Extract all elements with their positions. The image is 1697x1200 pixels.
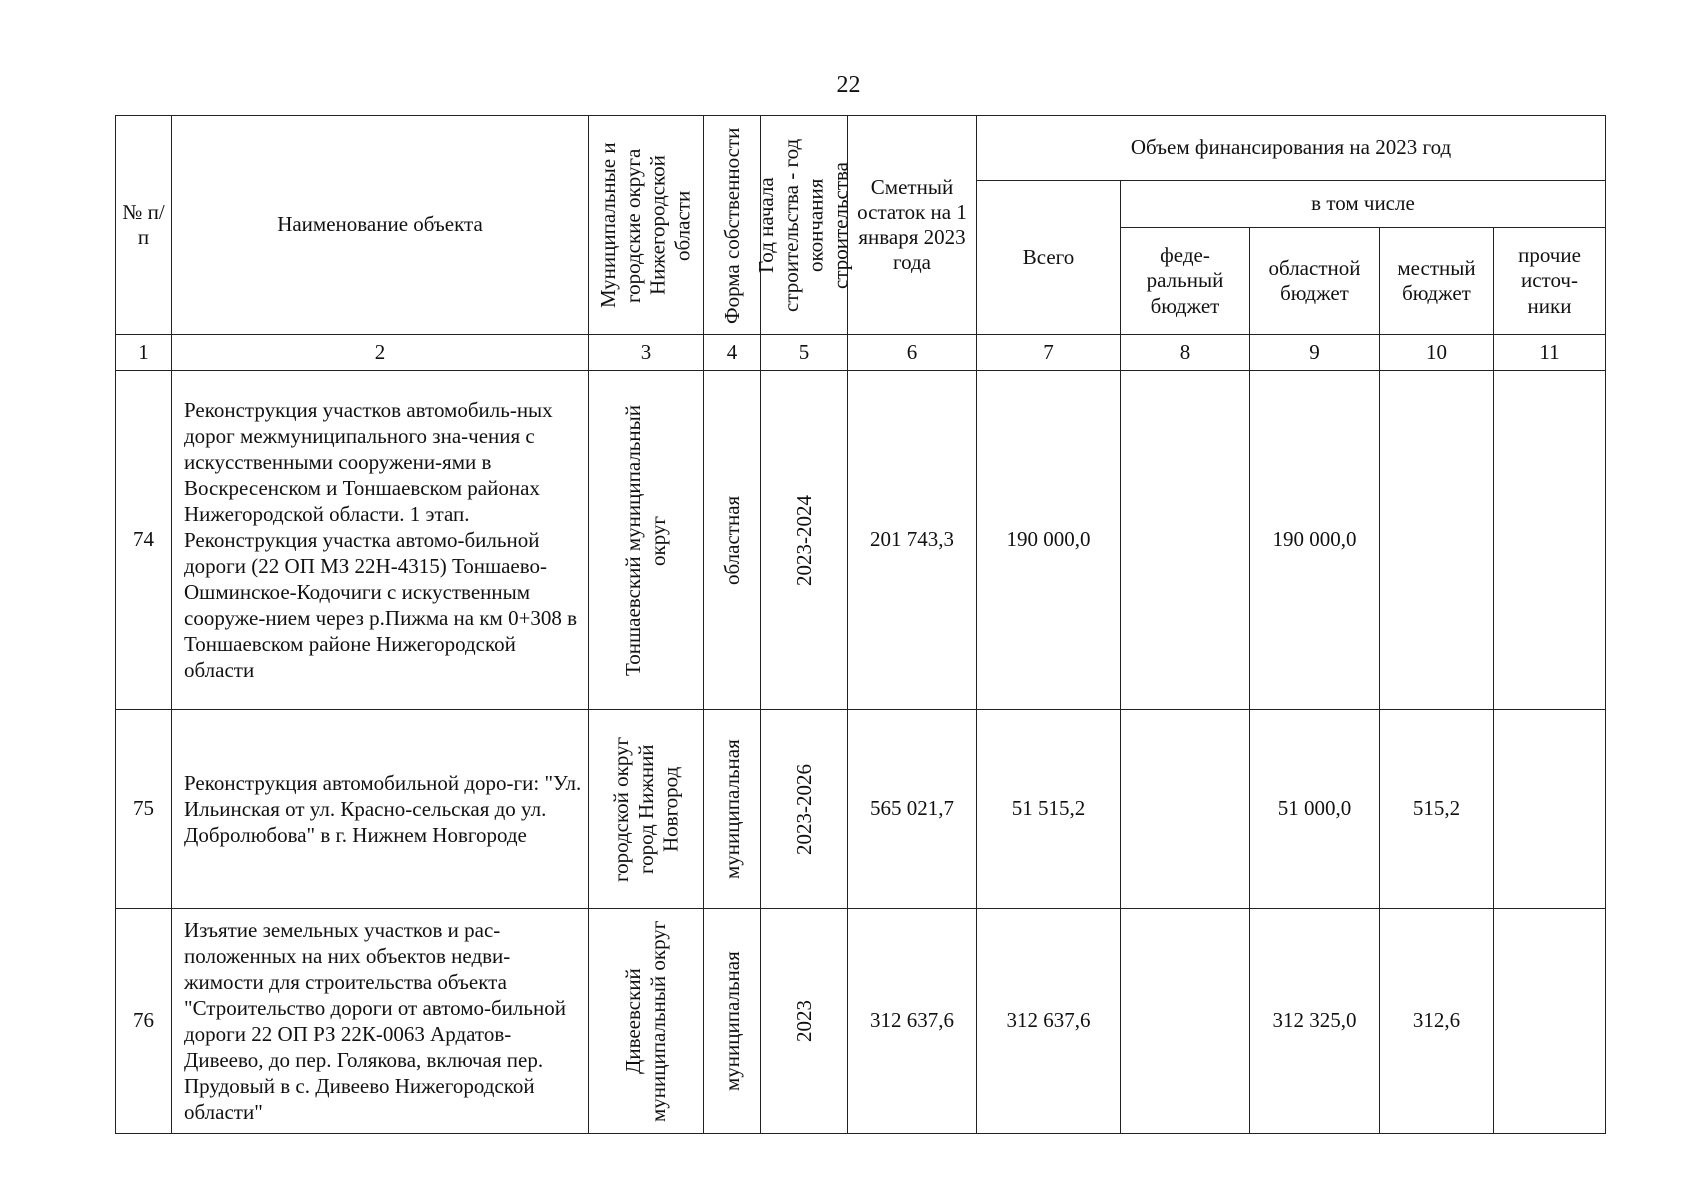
col-number: 10 [1380,335,1494,371]
row-regional: 312 325,0 [1250,909,1380,1134]
page-number: 22 [836,72,861,98]
row-num: 75 [116,710,172,909]
header-federal: феде-ральный бюджет [1121,228,1250,335]
row-ownership: муниципальная [704,710,761,909]
col-number: 4 [704,335,761,371]
row-other [1494,710,1606,909]
col-number: 9 [1250,335,1380,371]
financing-table [115,115,1606,1134]
object-name: Изъятие земельных участков и рас-положенных на них объектов недви-жимости для строительства объекта "Строительство дороги от автомо-бильной дороги 22 ОП РЗ 22К-0063 Ардатов-Дивеево, до пер. Голякова, включая пер. Прудовый в с. Дивеево Нижегородской области" [172,909,589,1134]
row-federal [1121,710,1250,909]
col-number: 6 [848,335,977,371]
row-municipality: Тоншаевский муниципальный округ [589,371,704,710]
header-other: прочие источ-ники [1494,228,1606,335]
col-number: 3 [589,335,704,371]
row-other [1494,371,1606,710]
row-years: 2023-2024 [761,371,848,710]
row-total: 190 000,0 [977,371,1121,710]
row-federal [1121,371,1250,710]
row-estimate: 565 021,7 [848,710,977,909]
header-num: № п/п [116,116,172,335]
table-row [116,909,1606,1134]
col-number: 7 [977,335,1121,371]
header-regional: областной бюджет [1250,228,1380,335]
row-ownership: муниципальная [704,909,761,1134]
header-name: Наименование объекта [172,116,589,335]
row-municipality: городской округ город Нижний Новгород [589,710,704,909]
row-estimate: 201 743,3 [848,371,977,710]
column-number-row [116,335,1606,371]
row-estimate: 312 637,6 [848,909,977,1134]
header-including: в том числе [1121,181,1606,228]
header-total: Всего [977,181,1121,335]
header-local: местный бюджет [1380,228,1494,335]
col-number: 2 [172,335,589,371]
object-name: Реконструкция участков автомобиль-ных дорог межмуниципального зна-чения с искусственными сооружени-ями в Воскресенском и Тоншаевском районах Нижегородской области. 1 этап. Реконструкция участка автомо-бильной дороги (22 ОП МЗ 22Н-4315) Тоншаево-Ошминское-Кодочиги с искуственным сооруже-нием через р.Пижма на км 0+308 в Тоншаевском районе Нижегородской области [172,371,589,710]
row-total: 312 637,6 [977,909,1121,1134]
col-number: 11 [1494,335,1606,371]
header-estimate: Сметный остаток на 1 января 2023 года [848,116,977,335]
row-regional: 51 000,0 [1250,710,1380,909]
row-other [1494,909,1606,1134]
row-total: 51 515,2 [977,710,1121,909]
header-municipality: Муниципальные и городские округа Нижегородской области [589,116,704,335]
col-number: 5 [761,335,848,371]
row-years: 2023 [761,909,848,1134]
col-number: 8 [1121,335,1250,371]
row-local [1380,371,1494,710]
table-row [116,371,1606,710]
header-years: Год начала строительства - год окончания строительства [761,116,848,335]
row-num: 76 [116,909,172,1134]
header-ownership: Форма собственности [704,116,761,335]
row-years: 2023-2026 [761,710,848,909]
row-regional: 190 000,0 [1250,371,1380,710]
col-number: 1 [116,335,172,371]
row-num: 74 [116,371,172,710]
row-ownership: областная [704,371,761,710]
row-local: 515,2 [1380,710,1494,909]
header-financing: Объем финансирования на 2023 год [977,116,1606,181]
object-name: Реконструкция автомобильной доро-ги: "Ул. Ильинская от ул. Красно-сельская до ул. Добролюбова" в г. Нижнем Новгороде [172,710,589,909]
table-row [116,710,1606,909]
row-municipality: Дивеевский муниципальный округ [589,909,704,1134]
row-local: 312,6 [1380,909,1494,1134]
row-federal [1121,909,1250,1134]
